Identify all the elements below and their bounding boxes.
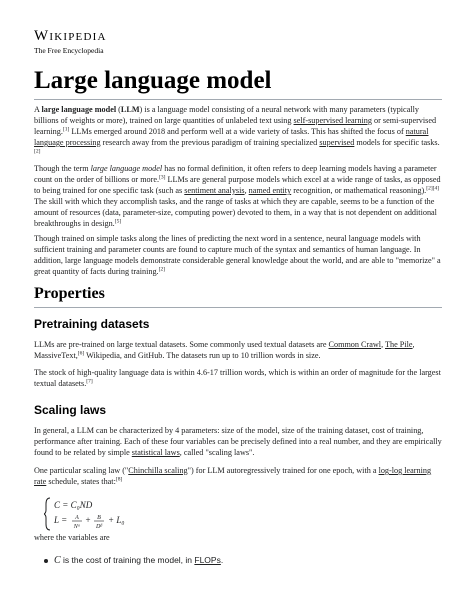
intro-paragraph-1: A large language model (LLM) is a language model consisting of a neural network with many parameters (typically billions of weights or more), trained on large quantities of unlabeled text using self-supervised learning or semi-supervised learning.[1] LLMs emerged around 2018 and perform well at a wide variety of tasks. This has shifted the focus of natural language processing research away from the previous paradigm of training specialized supervised models for specific tasks.[2] — [34, 105, 440, 155]
formula-line-2-lhs: L = — [54, 515, 68, 525]
wikipedia-logo[interactable] — [34, 29, 154, 55]
heading-scaling-laws: Scaling laws — [34, 403, 107, 417]
frac-a-num: A — [75, 515, 79, 521]
intro-paragraph-2: Though the term large language model has no formal definition, it often refers to deep learning models having a parameter count on the order of billions or more.[3] LLMs are general purpose models which excel at a wide range of tasks, as opposed to being trained for one specific task (such as sentiment analysis, named entity recognition, or mathematical reasoning).[2][4] The skill with which they accomplish tasks, and the range of tasks at which they are capable, seems to be a function of the amount of resources (data, parameter-size, computing power) devoted to them, in a way that is not dependent on additional breakthroughs in design.[5] — [34, 164, 441, 228]
ref-2b[interactable]: [2] — [158, 266, 166, 273]
intro-paragraph-3: Though trained on simple tasks along the lines of predicting the next word in a sentence, neural language models with sufficient training and parameter counts are found to capture much of the syntax and semantics of human language. In addition, large language models demonstrate considerable general knowledge about the world, and are able to "memorize" a great quantity of facts during training.[2] — [34, 234, 441, 276]
link-supervised[interactable]: supervised — [319, 138, 355, 147]
pretraining-paragraph-2: The stock of high-quality language data is within 4.6-17 trillion words, which is within an order of magnitude for the largest textual datasets.[7] — [34, 368, 441, 388]
page-title: Large language model — [34, 66, 442, 100]
ref-3[interactable]: [3] — [159, 174, 166, 181]
scaling-paragraph-1: In general, a LLM can be characterized by 4 parameters: size of the model, size of the training dataset, cost of training, performance after training. Each of these four variables can be precisely defined into a real number, and they are empirically found to be related by simple statistical laws, called "scaling laws". — [34, 426, 442, 457]
link-the-pile[interactable]: The Pile — [385, 340, 413, 349]
ref-1[interactable]: [1] — [62, 126, 70, 133]
pretraining-paragraph-1: LLMs are pre-trained on large textual datasets. Some commonly used textual datasets are Common Crawl, The Pile, MassiveText,[6] Wikipedia, and GitHub. The datasets run up to 10 trillion words in size. — [34, 340, 415, 360]
link-chinchilla-scaling[interactable]: Chinchilla scaling — [128, 466, 188, 475]
link-common-crawl[interactable]: Common Crawl — [328, 340, 382, 349]
ref-6[interactable]: [6] — [77, 350, 85, 357]
where-text: where the variables are — [34, 533, 110, 542]
curly-brace — [44, 498, 50, 530]
link-sentiment-analysis[interactable]: sentiment analysis — [184, 186, 245, 195]
formula-plus: + — [85, 515, 91, 525]
italic-term: large language model — [90, 164, 163, 173]
bold-abbr: LLM — [120, 105, 140, 114]
frac-b-num: B — [97, 515, 101, 521]
link-log-log-learning-rate[interactable]: log-log learning rate — [34, 466, 432, 486]
logo-tagline: The Free Encyclopedia — [34, 46, 104, 55]
ref-2-4[interactable]: [2][4] — [426, 185, 440, 192]
bullet-dot — [44, 559, 48, 563]
formula-svg — [44, 496, 164, 532]
list-item: C is the cost of training the model, in FLOPs. — [44, 555, 444, 566]
ref-2[interactable]: [2] — [34, 148, 41, 155]
heading-properties: Properties — [34, 284, 442, 308]
link-flops[interactable]: FLOPs — [194, 555, 221, 565]
logo-wordmark: Wikipedia — [34, 28, 107, 44]
scaling-paragraph-2: One particular scaling law ("Chinchilla scaling") for LLM autoregressively trained for one epoch, with a log-log learning rate schedule, states that:[8] — [34, 466, 432, 486]
ref-8[interactable]: [8] — [115, 476, 123, 483]
heading-pretraining-datasets: Pretraining datasets — [34, 317, 150, 331]
frac-b-den: Dᵝ — [95, 524, 103, 530]
bold-term: large language model — [41, 105, 117, 114]
frac-a-den: Nᵅ — [73, 524, 81, 530]
link-statistical-laws[interactable]: statistical laws — [131, 448, 180, 457]
ref-5[interactable]: [5] — [114, 218, 122, 225]
formula-tail: + L₀ — [108, 515, 125, 525]
link-natural-language-processing[interactable]: natural language processing — [34, 127, 429, 147]
ref-7[interactable]: [7] — [86, 378, 93, 385]
link-named-entity[interactable]: named entity — [248, 186, 292, 195]
formula-line-1: C = C₀ND — [54, 500, 93, 510]
variable-c: C — [54, 555, 61, 566]
scaling-law-formula — [44, 496, 164, 532]
link-self-supervised-learning[interactable]: self-supervised learning — [293, 116, 372, 125]
